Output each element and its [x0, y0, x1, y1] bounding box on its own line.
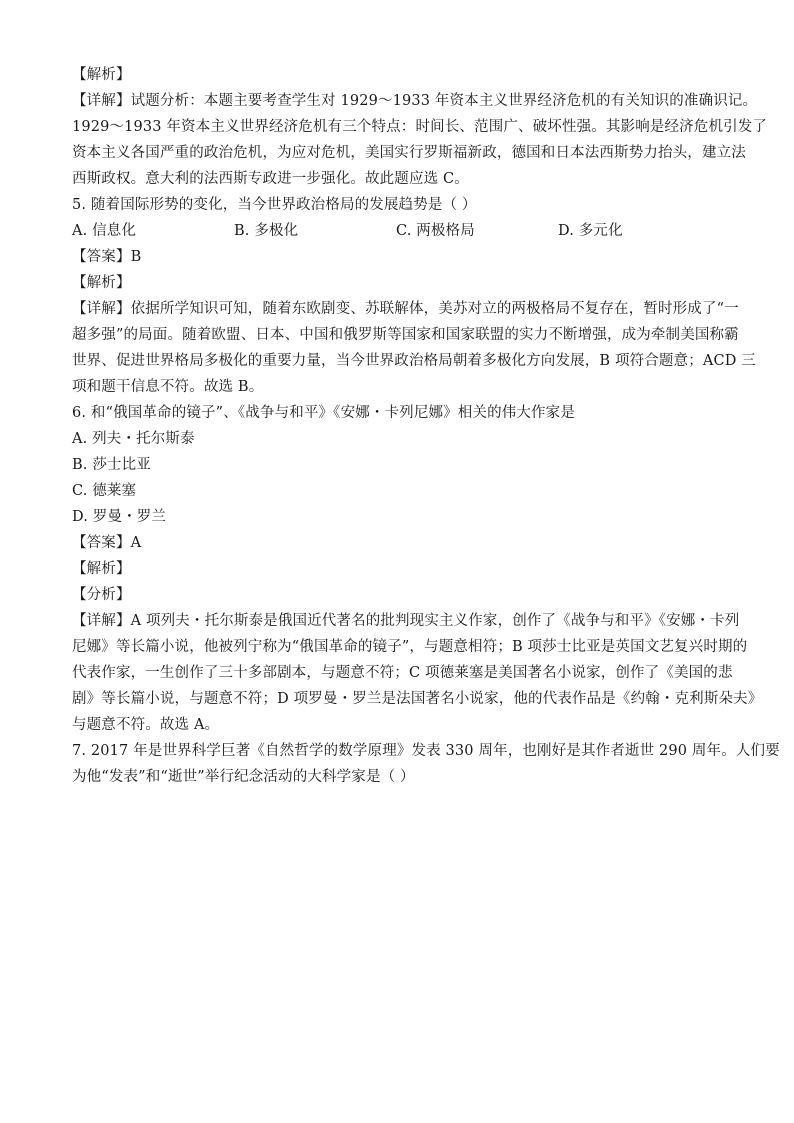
- detail-line: 代表作家，一生创作了三十多部剧本，与题意不符；C 项德莱塞是美国著名小说家，创作了《美国的悲: [72, 665, 733, 681]
- detail-line: 剧》等长篇小说，与题意不符；D 项罗曼・罗兰是法国著名小说家，他的代表作品是《约翰・克利斯朵夫》: [72, 691, 763, 707]
- analysis-label: 【解析】: [72, 561, 131, 577]
- question-5: 5. 随着国际形势的变化，当今世界政治格局的发展趋势是（ ）: [72, 197, 477, 213]
- option-b: B. 多极化: [234, 223, 299, 239]
- answer-label: 【答案】A: [72, 535, 142, 551]
- option-c: C. 两极格局: [396, 223, 475, 239]
- detail-line: 【详解】依据所学知识可知，随着东欧剧变、苏联解体，美苏对立的两极格局不复存在，暂时形成了“一: [72, 301, 739, 317]
- option-d: D. 罗曼・罗兰: [72, 509, 167, 525]
- detail-line: 与题意不符。故选 A。: [72, 717, 220, 733]
- question-7-line: 7. 2017 年是世界科学巨著《自然哲学的数学原理》发表 330 周年，也刚好是其作者逝世 290 周年。人们要: [72, 743, 780, 759]
- detail-line: 项和题干信息不符。故选 B。: [72, 379, 264, 395]
- detail-line: 资本主义各国严重的政治危机，为应对危机，美国实行罗斯福新政，德国和日本法西斯势力抬头，建立法: [72, 145, 746, 161]
- question-5-options: [72, 218, 724, 244]
- detail-line: 【详解】A 项列夫・托尔斯泰是俄国近代著名的批判现实主义作家，创作了《战争与和平》《安娜・卡列: [72, 613, 740, 629]
- detail-line: 1929～1933 年资本主义世界经济危机有三个特点：时间长、范围广、破坏性强。其影响是经济危机引发了: [72, 119, 768, 135]
- option-b: B. 莎士比亚: [72, 457, 151, 473]
- fenxi-label: 【分析】: [72, 587, 131, 603]
- detail-line: 西斯政权。意大利的法西斯专政进一步强化。故此题应选 C。: [72, 171, 469, 187]
- question-6: 6. 和“俄国革命的镜子”、《战争与和平》《安娜・卡列尼娜》相关的伟大作家是: [72, 405, 575, 421]
- analysis-label: 【解析】: [72, 275, 131, 291]
- detail-line: 尼娜》等长篇小说，他被列宁称为“俄国革命的镜子”，与题意相符；B 项莎士比亚是英国文艺复兴时期的: [72, 639, 748, 655]
- option-d: D. 多元化: [558, 223, 623, 239]
- option-a: A. 列夫・托尔斯泰: [72, 431, 195, 447]
- option-a: A. 信息化: [72, 223, 137, 239]
- option-c: C. 德莱塞: [72, 483, 137, 499]
- detail-line: 【详解】试题分析：本题主要考查学生对 1929～1933 年资本主义世界经济危机的有关知识的准确识记。: [72, 93, 758, 109]
- document-page: [72, 62, 780, 790]
- analysis-label: 【解析】: [72, 67, 131, 83]
- detail-line: 超多强”的局面。随着欧盟、日本、中国和俄罗斯等国家和国家联盟的实力不断增强，成为牵制美国称霸: [72, 327, 739, 343]
- answer-label: 【答案】B: [72, 249, 142, 265]
- detail-line: 世界、促进世界格局多极化的重要力量，当今世界政治格局朝着多极化方向发展，B 项符合题意；ACD 三: [72, 353, 756, 369]
- question-7-line: 为他“发表”和“逝世”举行纪念活动的大科学家是（ ）: [72, 769, 415, 785]
